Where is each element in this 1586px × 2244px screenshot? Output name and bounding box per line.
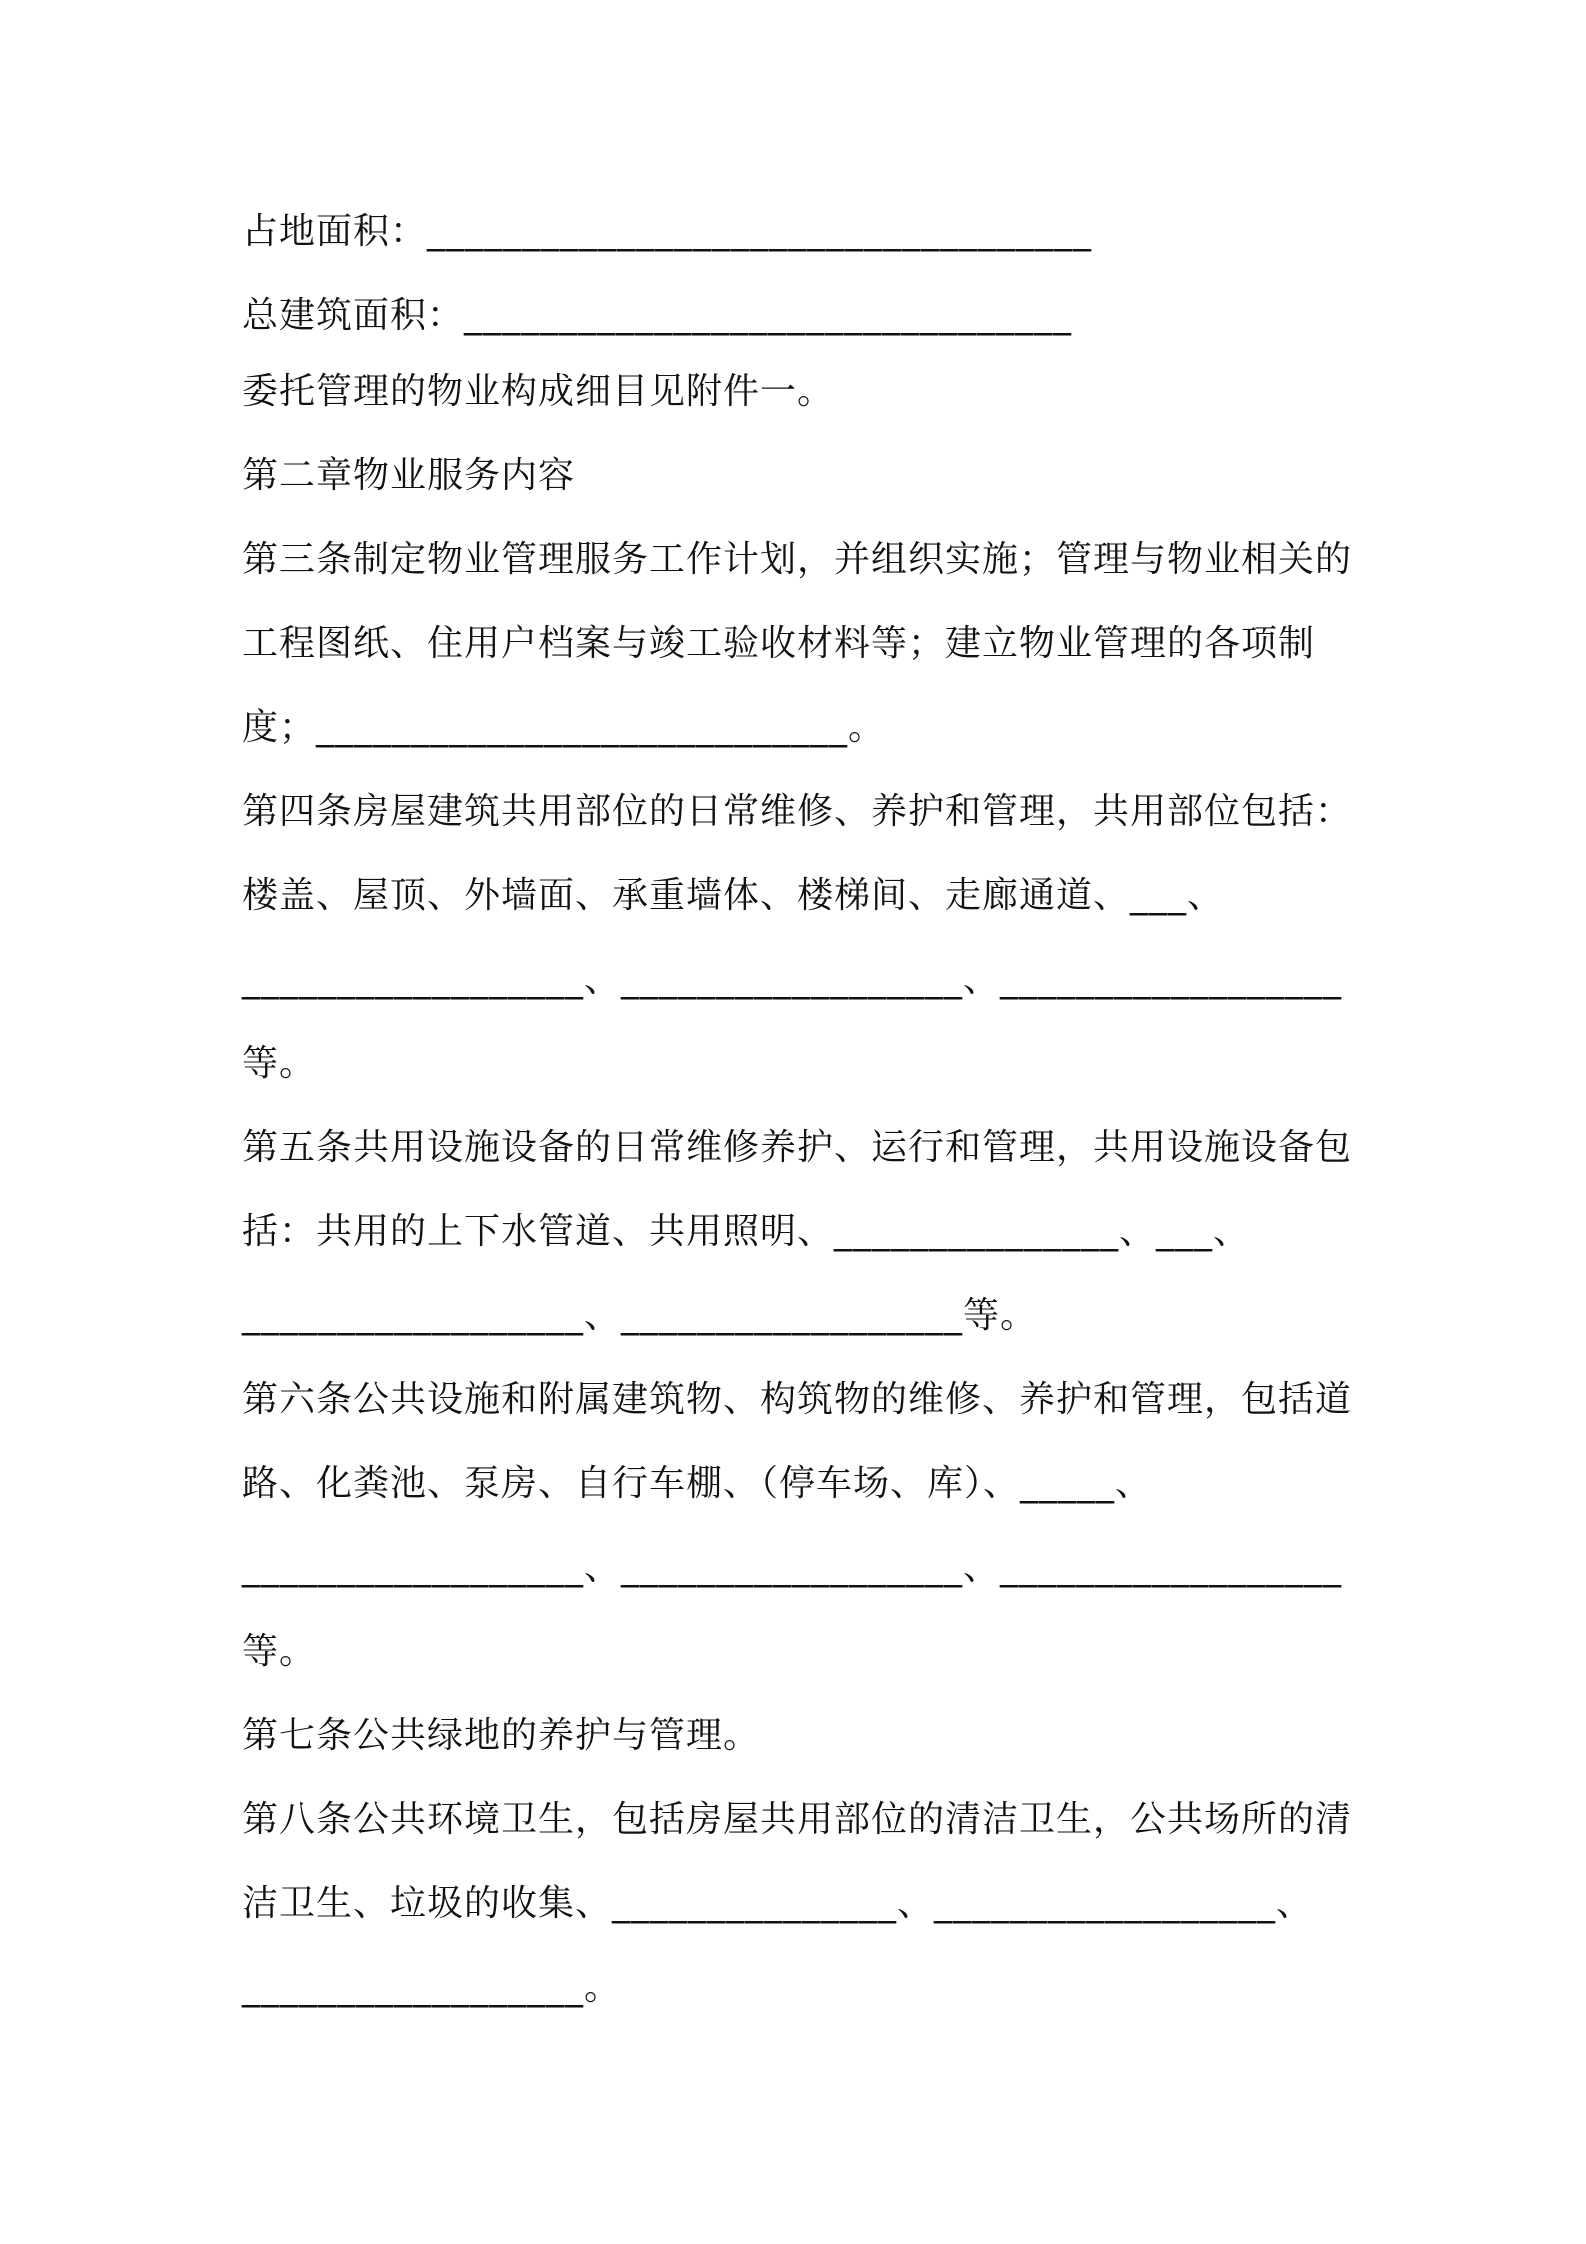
article-5-line-1: 第五条共用设施设备的日常维修养护、运行和管理，共用设施设备包 — [242, 1127, 1353, 1168]
article-6-line-3: __________________、__________________、__________________ — [242, 1547, 1342, 1588]
article-8-line-3: __________________。 — [242, 1967, 621, 2008]
article-8-line-1: 第八条公共环境卫生，包括房屋共用部位的清洁卫生，公共场所的清 — [242, 1799, 1353, 1840]
article-5-line-3: __________________、__________________等。 — [242, 1295, 1037, 1336]
article-4-line-1: 第四条房屋建筑共用部位的日常维修、养护和管理，共用部位包括： — [242, 791, 1353, 832]
article-5-line-2: 括：共用的上下水管道、共用照明、_______________、___、 — [242, 1211, 1251, 1252]
article-4-line-3: __________________、__________________、__________________ — [242, 959, 1342, 1000]
article-8-line-2: 洁卫生、垃圾的收集、_______________、__________________、 — [242, 1883, 1314, 1924]
article-7-line-1: 第七条公共绿地的养护与管理。 — [242, 1715, 761, 1756]
article-3-line-3: 度；____________________________。 — [242, 707, 885, 748]
doc-line-building-area: 总建筑面积：________________________________ — [242, 295, 1073, 336]
doc-line-property-detail: 委托管理的物业构成细目见附件一。 — [242, 371, 835, 412]
article-3-line-1: 第三条制定物业管理服务工作计划，并组织实施；管理与物业相关的 — [242, 539, 1353, 580]
doc-line-land-area: 占地面积：___________________________________ — [242, 211, 1093, 252]
article-4-line-4: 等。 — [242, 1043, 317, 1084]
article-6-line-4: 等。 — [242, 1631, 317, 1672]
article-6-line-2: 路、化粪池、泵房、自行车棚、（停车场、库）、_____、 — [242, 1463, 1153, 1504]
chapter-heading: 第二章物业服务内容 — [242, 455, 576, 496]
article-3-line-2: 工程图纸、住用户档案与竣工验收材料等；建立物业管理的各项制 — [242, 623, 1316, 664]
article-6-line-1: 第六条公共设施和附属建筑物、构筑物的维修、养护和管理，包括道 — [242, 1379, 1353, 1420]
article-4-line-2: 楼盖、屋顶、外墙面、承重墙体、楼梯间、走廊通道、___、 — [242, 875, 1225, 916]
